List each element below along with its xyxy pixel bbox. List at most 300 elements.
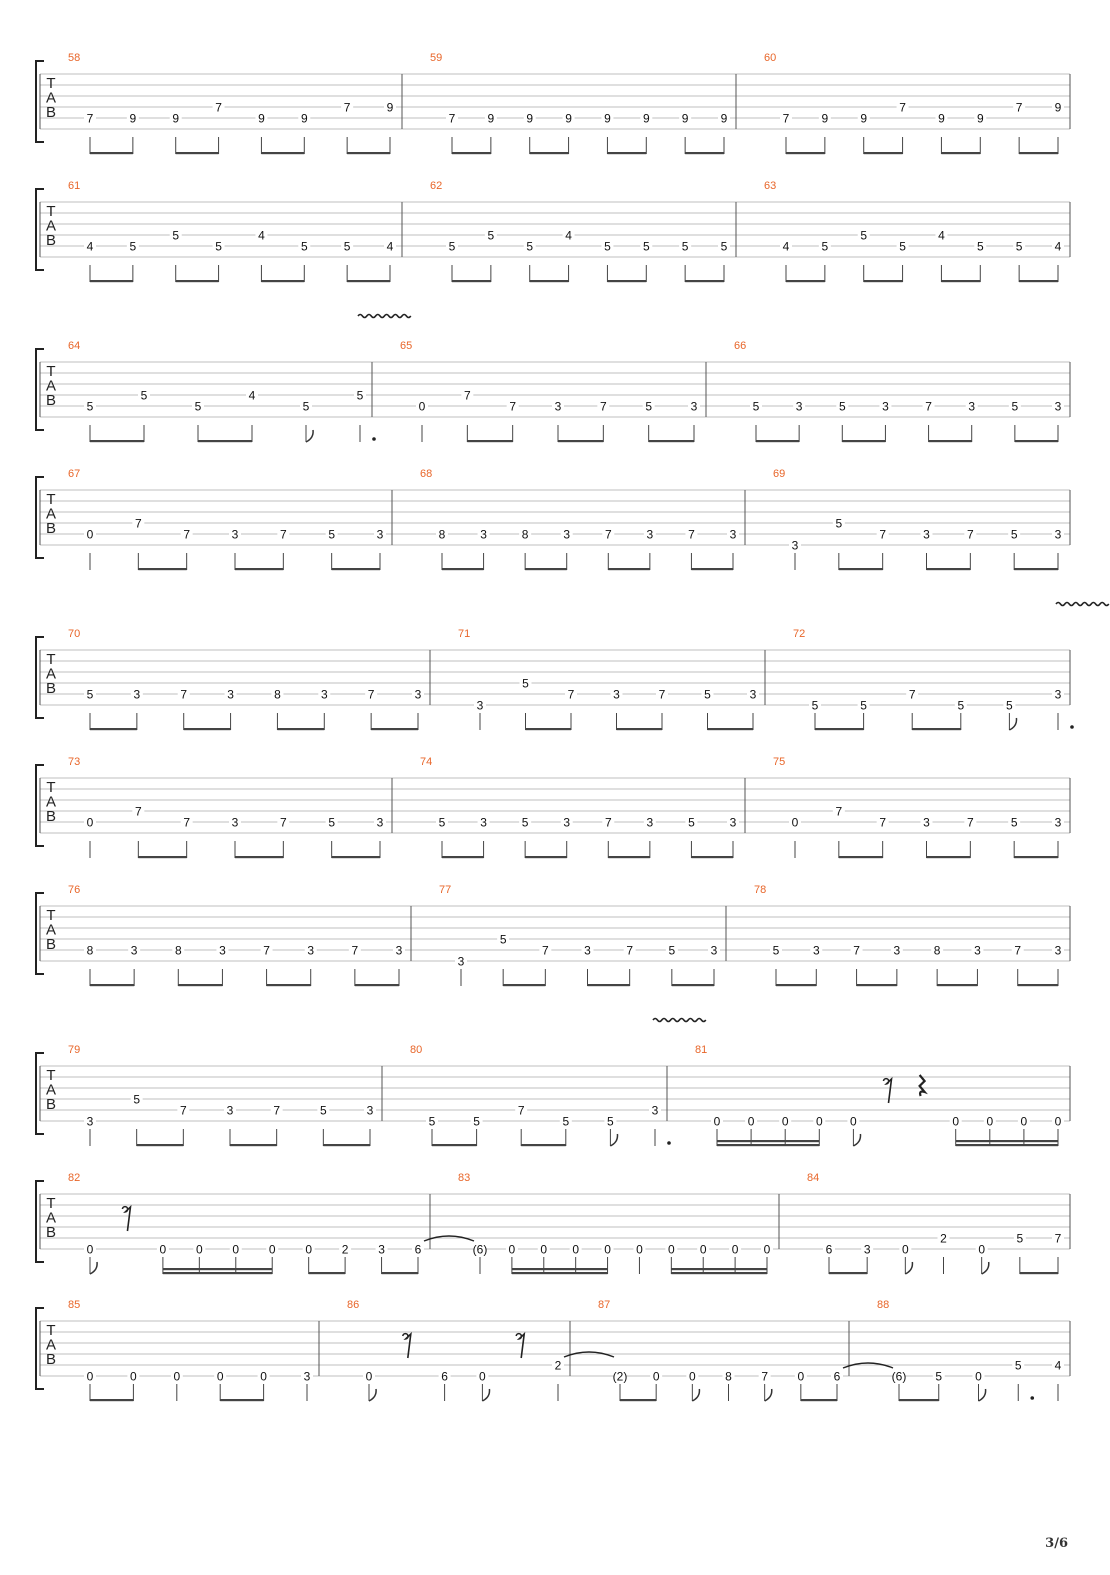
fret-number: 4 xyxy=(782,239,790,254)
fret-number: 7 xyxy=(925,399,932,414)
vibrato-mark xyxy=(1056,603,1109,606)
fret-number: 5 xyxy=(835,516,843,531)
fret-number: 3 xyxy=(882,399,889,414)
beam xyxy=(708,728,754,730)
fret-number: 5 xyxy=(1016,1231,1024,1246)
fret-number: 0 xyxy=(952,1114,960,1129)
fret-number: 7 xyxy=(448,111,456,126)
beam xyxy=(452,280,491,282)
tab-clef-letter: A xyxy=(45,217,57,235)
fret-number: 3 xyxy=(749,687,757,702)
beam xyxy=(432,1144,477,1146)
measure-number: 82 xyxy=(68,1172,81,1184)
beam xyxy=(355,984,399,986)
fret-number: 5 xyxy=(1010,527,1018,542)
fret-number: 5 xyxy=(976,239,984,254)
fret-number: 5 xyxy=(899,239,906,254)
note-flag xyxy=(765,1389,772,1401)
fret-number: 5 xyxy=(720,239,728,254)
measure-number: 81 xyxy=(695,1044,708,1056)
fret-number: 5 xyxy=(1011,399,1019,414)
fret-number: 3 xyxy=(376,815,384,830)
beam xyxy=(163,1268,272,1270)
fret-number: 5 xyxy=(172,228,180,243)
beam xyxy=(530,280,569,282)
fret-number: 0 xyxy=(260,1369,267,1384)
fret-number: 7 xyxy=(179,1103,187,1118)
fret-number: 9 xyxy=(565,111,572,126)
fret-number: 7 xyxy=(626,943,634,958)
fret-number: 7 xyxy=(879,815,887,830)
beam xyxy=(672,984,714,986)
fret-number: 7 xyxy=(86,111,94,126)
measure xyxy=(773,756,1064,858)
measure xyxy=(68,884,405,986)
tie xyxy=(424,1236,474,1241)
tab-clef-letter: B xyxy=(45,392,57,409)
beam xyxy=(235,856,283,858)
measure xyxy=(458,1172,773,1274)
fret-number: 0 xyxy=(986,1114,994,1129)
fret-number: 0 xyxy=(699,1242,707,1257)
fret-number: 3 xyxy=(1054,943,1062,958)
fret-number: (6) xyxy=(891,1369,907,1384)
fret-number: 8 xyxy=(521,527,529,542)
beam xyxy=(235,568,283,570)
tab-clef-letter: B xyxy=(45,1351,57,1368)
tab-clef-letter: T xyxy=(46,1067,56,1084)
fret-number: 0 xyxy=(479,1369,486,1384)
beam xyxy=(671,1268,767,1270)
beam xyxy=(786,280,825,282)
beam xyxy=(178,984,222,986)
measure xyxy=(430,52,730,154)
fret-number: 3 xyxy=(554,399,562,414)
measure xyxy=(734,340,1064,442)
staff-system xyxy=(36,1019,1070,1147)
beam xyxy=(137,1144,184,1146)
beam xyxy=(912,728,961,730)
fret-number: 4 xyxy=(86,239,94,254)
beam xyxy=(90,984,134,986)
fret-number: 9 xyxy=(1054,100,1062,115)
fret-number: 5 xyxy=(133,1092,141,1107)
beam xyxy=(382,1272,418,1274)
fret-number: 9 xyxy=(938,111,945,126)
fret-number: 3 xyxy=(1054,527,1062,542)
fret-number: 7 xyxy=(966,815,974,830)
beam xyxy=(525,568,567,570)
dotted-note xyxy=(372,437,376,441)
fret-number: 9 xyxy=(129,111,137,126)
fret-number: 9 xyxy=(860,111,868,126)
staff-system xyxy=(36,180,1070,282)
fret-number: 3 xyxy=(613,687,620,702)
fret-number: 5 xyxy=(300,239,308,254)
vibrato-mark xyxy=(653,1019,706,1022)
beam xyxy=(756,440,799,442)
beam xyxy=(521,1144,566,1146)
staff-system xyxy=(36,468,1070,570)
beam xyxy=(937,984,977,986)
beam xyxy=(138,568,186,570)
fret-number: 0 xyxy=(688,1369,696,1384)
beam xyxy=(198,440,252,442)
fret-number: 5 xyxy=(428,1114,436,1129)
measure-number: 74 xyxy=(420,756,433,768)
beam xyxy=(685,280,724,282)
fret-number: 7 xyxy=(134,804,142,819)
fret-number: 0 xyxy=(975,1369,982,1384)
beam xyxy=(309,1272,345,1274)
beam xyxy=(371,728,418,730)
beam xyxy=(467,440,512,442)
fret-number: 0 xyxy=(572,1242,580,1257)
fret-number: 0 xyxy=(763,1242,771,1257)
beam xyxy=(230,1144,277,1146)
fret-number: 5 xyxy=(821,239,829,254)
tab-clef-letter: A xyxy=(45,1209,57,1227)
fret-number: 5 xyxy=(302,399,310,414)
measure xyxy=(430,180,730,282)
fret-number: 0 xyxy=(978,1242,986,1257)
fret-number: 4 xyxy=(1054,239,1062,254)
fret-number: 7 xyxy=(1015,100,1023,115)
fret-number: 7 xyxy=(273,1103,281,1118)
fret-number: 5 xyxy=(438,815,446,830)
fret-number: 5 xyxy=(642,239,650,254)
measure xyxy=(68,1299,313,1401)
fret-number: 4 xyxy=(565,228,572,243)
dotted-note xyxy=(1030,1396,1034,1400)
fret-number: 5 xyxy=(1010,815,1018,830)
fret-number: 2 xyxy=(940,1231,947,1246)
measure xyxy=(458,628,759,730)
fret-number: 9 xyxy=(681,111,689,126)
fret-number: 5 xyxy=(319,1103,327,1118)
fret-number: 3 xyxy=(795,399,803,414)
measure xyxy=(68,315,411,443)
measure-number: 59 xyxy=(430,52,443,64)
fret-number: 0 xyxy=(652,1369,660,1384)
fret-number: 5 xyxy=(607,1114,614,1129)
measure-number: 60 xyxy=(764,52,777,64)
tab-clef-letter: B xyxy=(45,680,57,697)
fret-number: 6 xyxy=(833,1369,841,1384)
fret-number: 0 xyxy=(418,399,426,414)
fret-number: 9 xyxy=(821,111,829,126)
fret-number: 7 xyxy=(879,527,887,542)
beam xyxy=(332,856,380,858)
fret-number: 5 xyxy=(140,388,148,403)
fret-number: 3 xyxy=(729,815,737,830)
measure-number: 61 xyxy=(68,180,81,192)
beam xyxy=(956,1140,1058,1142)
fret-number: 7 xyxy=(567,687,575,702)
beam xyxy=(929,440,972,442)
fret-number: 9 xyxy=(258,111,265,126)
fret-number: 3 xyxy=(729,527,737,542)
tab-clef-letter: A xyxy=(45,377,57,395)
measure xyxy=(695,1044,1064,1146)
fret-number: 3 xyxy=(584,943,591,958)
measure xyxy=(68,52,396,154)
tab-clef-letter: B xyxy=(45,808,57,825)
measure-number: 85 xyxy=(68,1299,81,1311)
tie xyxy=(564,1352,614,1357)
fret-number: 3 xyxy=(893,943,901,958)
beam xyxy=(941,152,980,154)
fret-number: (6) xyxy=(472,1242,488,1257)
beam xyxy=(857,984,897,986)
fret-number: 0 xyxy=(216,1369,224,1384)
fret-number: 5 xyxy=(860,698,867,713)
measure-number: 76 xyxy=(68,884,81,896)
fret-number: 5 xyxy=(473,1114,480,1129)
fret-number: 3 xyxy=(414,687,422,702)
measure xyxy=(400,340,700,442)
measure xyxy=(68,756,386,858)
beam xyxy=(332,568,380,570)
beam xyxy=(1019,280,1058,282)
fret-number: 3 xyxy=(86,1114,94,1129)
beam xyxy=(138,856,186,858)
beam xyxy=(452,152,491,154)
vibrato-mark xyxy=(358,315,411,318)
tab-clef-letter: A xyxy=(45,89,57,107)
beam xyxy=(717,1140,819,1142)
fret-number: 3 xyxy=(710,943,718,958)
fret-number: 7 xyxy=(908,687,916,702)
fret-number: 3 xyxy=(563,527,571,542)
beam xyxy=(90,152,133,154)
fret-number: 6 xyxy=(414,1242,422,1257)
note-flag xyxy=(482,1389,489,1401)
staff-system xyxy=(36,884,1070,986)
fret-number: 0 xyxy=(86,527,94,542)
beam xyxy=(163,1272,272,1274)
fret-number: 3 xyxy=(923,527,930,542)
tab-clef-letter: A xyxy=(45,921,57,939)
beam xyxy=(927,856,971,858)
note-flag xyxy=(979,1389,986,1401)
fret-number: 7 xyxy=(541,943,549,958)
fret-number: (2) xyxy=(612,1369,628,1384)
fret-number: 5 xyxy=(521,815,529,830)
tab-clef-letter: T xyxy=(46,651,56,668)
fret-number: 0 xyxy=(159,1242,167,1257)
fret-number: 7 xyxy=(351,943,359,958)
tab-clef-letter: T xyxy=(46,1195,56,1212)
fret-number: 5 xyxy=(860,228,868,243)
beam xyxy=(1015,440,1058,442)
fret-number: 5 xyxy=(487,228,495,243)
fret-number: 7 xyxy=(899,100,906,115)
beam xyxy=(607,152,646,154)
fret-number: 3 xyxy=(480,527,487,542)
beam xyxy=(1018,984,1058,986)
fret-number: 0 xyxy=(781,1114,789,1129)
beam xyxy=(608,856,650,858)
measure-number: 69 xyxy=(773,468,786,480)
tab-clef-letter: T xyxy=(46,1322,56,1339)
fret-number: 0 xyxy=(850,1114,857,1129)
staff-system xyxy=(36,603,1109,731)
measure xyxy=(68,1172,424,1274)
fret-number: 0 xyxy=(667,1242,675,1257)
measure-number: 84 xyxy=(807,1172,820,1184)
fret-number: 9 xyxy=(300,111,308,126)
beam xyxy=(525,856,567,858)
measure-number: 70 xyxy=(68,628,81,640)
fret-number: 8 xyxy=(933,943,941,958)
beam xyxy=(347,152,390,154)
fret-number: 3 xyxy=(923,815,930,830)
fret-number: 5 xyxy=(704,687,711,702)
fret-number: 3 xyxy=(376,527,384,542)
beam xyxy=(512,1272,608,1274)
fret-number: 7 xyxy=(509,399,517,414)
staff-system xyxy=(36,1299,1070,1401)
fret-number: 3 xyxy=(226,1103,234,1118)
beam xyxy=(442,856,484,858)
fret-number: 0 xyxy=(1020,1114,1028,1129)
measure xyxy=(410,1019,706,1147)
beam xyxy=(347,280,390,282)
fret-number: 0 xyxy=(195,1242,203,1257)
fret-number: 0 xyxy=(86,815,94,830)
fret-number: 9 xyxy=(386,100,394,115)
beam xyxy=(1014,856,1058,858)
measure-number: 75 xyxy=(773,756,786,768)
beam xyxy=(927,568,971,570)
fret-number: 3 xyxy=(303,1369,311,1384)
measure xyxy=(439,884,720,986)
measure xyxy=(754,884,1064,986)
measure xyxy=(793,603,1109,731)
fret-number: 3 xyxy=(1054,399,1062,414)
beam xyxy=(323,1144,370,1146)
fret-number: 9 xyxy=(720,111,728,126)
note-flag xyxy=(982,1262,989,1274)
fret-number: 3 xyxy=(1054,687,1062,702)
beam xyxy=(691,568,733,570)
fret-number: 0 xyxy=(604,1242,611,1257)
tab-clef-letter: T xyxy=(46,75,56,92)
fret-number: 0 xyxy=(747,1114,755,1129)
tab-clef-letter: T xyxy=(46,203,56,220)
tab-clef-letter: T xyxy=(46,779,56,796)
measure-number: 63 xyxy=(764,180,777,192)
fret-number: 7 xyxy=(782,111,790,126)
fret-number: 0 xyxy=(232,1242,240,1257)
tab-clef-letter: A xyxy=(45,1336,57,1354)
staff-system xyxy=(36,315,1070,443)
fret-number: 7 xyxy=(853,943,860,958)
fret-number: 5 xyxy=(1006,698,1013,713)
note-flag xyxy=(853,1134,860,1146)
fret-number: 5 xyxy=(604,239,611,254)
tab-clef-letter: A xyxy=(45,665,57,683)
measure-number: 86 xyxy=(347,1299,360,1311)
fret-number: 7 xyxy=(604,815,612,830)
fret-number: 0 xyxy=(365,1369,373,1384)
beam xyxy=(956,1144,1058,1146)
fret-number: 0 xyxy=(636,1242,643,1257)
beam xyxy=(442,568,484,570)
note-flag xyxy=(692,1389,699,1401)
fret-number: 7 xyxy=(279,815,287,830)
fret-number: 5 xyxy=(328,815,336,830)
measure xyxy=(68,628,424,730)
beam xyxy=(671,1272,767,1274)
fret-number: 3 xyxy=(968,399,976,414)
fret-number: 8 xyxy=(274,687,281,702)
fret-number: 4 xyxy=(938,228,945,243)
fret-number: 2 xyxy=(554,1358,562,1373)
tab-clef-letter: B xyxy=(45,1224,57,1241)
fret-number: 0 xyxy=(540,1242,548,1257)
fret-number: 3 xyxy=(133,687,141,702)
beam xyxy=(503,984,545,986)
fret-number: 4 xyxy=(248,388,256,403)
fret-number: 5 xyxy=(668,943,676,958)
fret-number: 3 xyxy=(130,943,138,958)
fret-number: 5 xyxy=(645,399,653,414)
fret-number: 7 xyxy=(966,527,974,542)
fret-number: 7 xyxy=(604,527,612,542)
measure-number: 88 xyxy=(877,1299,890,1311)
measure xyxy=(68,180,396,282)
fret-number: 0 xyxy=(305,1242,313,1257)
fret-number: 0 xyxy=(86,1242,94,1257)
fret-number: 3 xyxy=(231,815,239,830)
fret-number: 0 xyxy=(791,815,799,830)
measure xyxy=(68,1044,376,1146)
staff-system xyxy=(36,52,1070,154)
tab-clef-letter: T xyxy=(46,491,56,508)
fret-number: 0 xyxy=(797,1369,805,1384)
fret-number: 3 xyxy=(812,943,820,958)
beam xyxy=(839,568,883,570)
measure-number: 66 xyxy=(734,340,747,352)
measure xyxy=(773,468,1064,570)
fret-number: 7 xyxy=(599,399,607,414)
fret-number: 7 xyxy=(1014,943,1022,958)
fret-number: 9 xyxy=(976,111,984,126)
fret-number: 5 xyxy=(129,239,137,254)
measure-number: 67 xyxy=(68,468,81,480)
fret-number: 7 xyxy=(463,388,471,403)
note-flag xyxy=(369,1389,376,1401)
beam xyxy=(261,280,304,282)
beam xyxy=(801,1399,837,1401)
beam xyxy=(815,728,864,730)
fret-number: 0 xyxy=(268,1242,276,1257)
note-flag xyxy=(1009,718,1016,730)
fret-number: 3 xyxy=(320,687,328,702)
beam xyxy=(685,152,724,154)
fret-number: 5 xyxy=(343,239,351,254)
measure-number: 68 xyxy=(420,468,433,480)
beam xyxy=(267,984,311,986)
fret-number: 9 xyxy=(487,111,495,126)
dotted-note xyxy=(667,1141,671,1145)
beam xyxy=(941,280,980,282)
fret-number: 7 xyxy=(263,943,270,958)
fret-number: 4 xyxy=(386,239,394,254)
fret-number: 5 xyxy=(681,239,689,254)
